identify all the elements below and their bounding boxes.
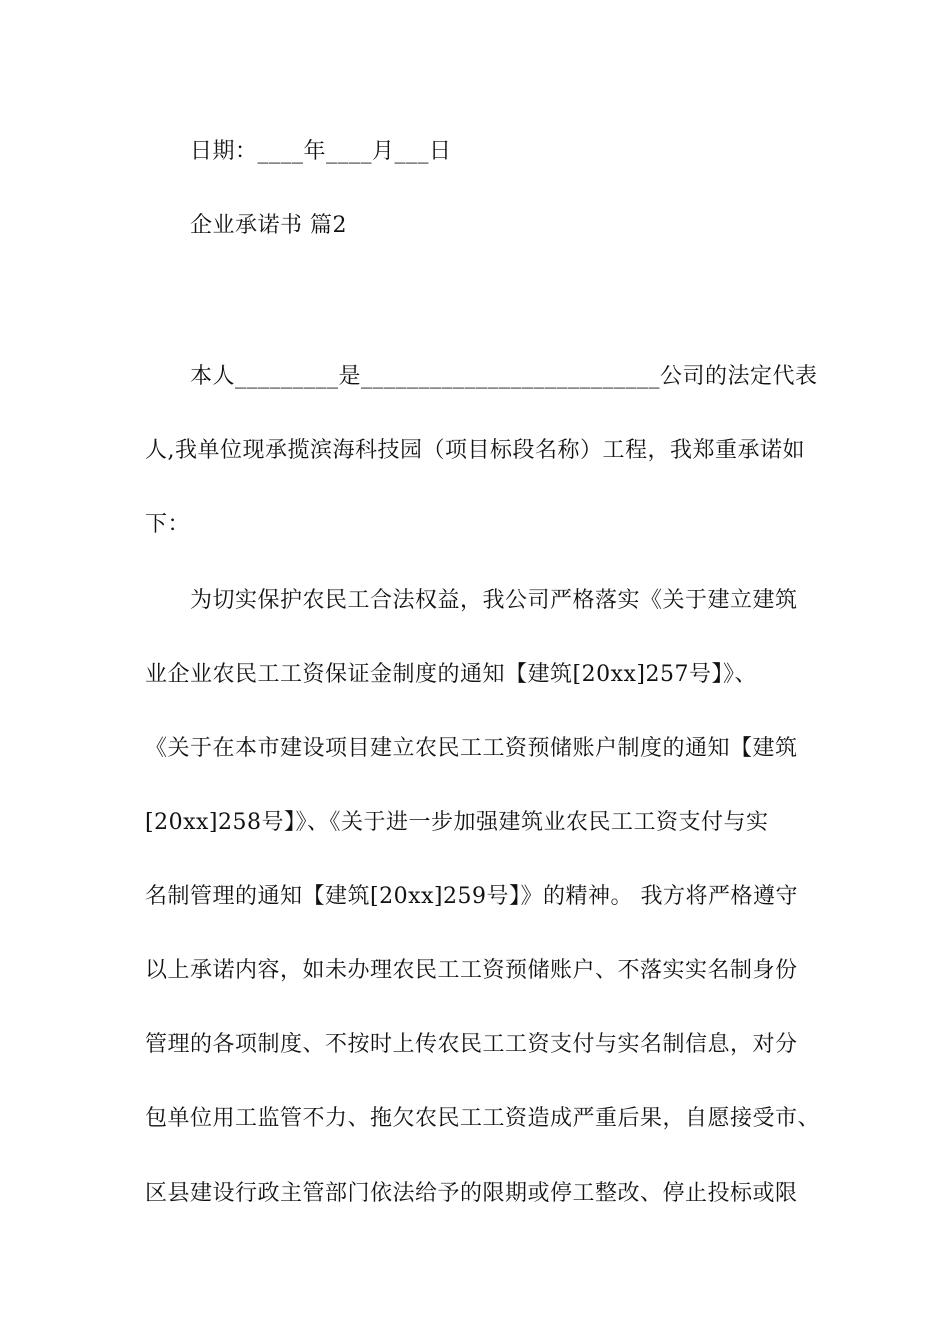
- paragraph-2-line-9: 区县建设行政主管部门依法给予的限期或停工整改、停止投标或限: [145, 1181, 798, 1206]
- paragraph-2-line-6: 以上承诺内容，如未办理农民工工资预储账户、不落实实名制身份: [145, 958, 798, 983]
- paragraph-2-line-3: 《关于在本市建设项目建立农民工工资预储账户制度的通知【建筑: [145, 736, 798, 761]
- paragraph-2-line-5: 名制管理的通知【建筑[20xx]259号】》的精神。 我方将严格遵守: [145, 884, 798, 909]
- section-heading: 企业承诺书 篇2: [190, 213, 347, 238]
- paragraph-2-line-2: 业企业农民工工资保证金制度的通知【建筑[20xx]257号】》、: [145, 662, 757, 687]
- paragraph-1-line-1: 本人_________是__________________________公司的法定代表: [190, 364, 818, 389]
- paragraph-1-line-3: 下：: [145, 512, 191, 537]
- paragraph-2-line-1: 为切实保护农民工合法权益，我公司严格落实《关于建立建筑: [190, 588, 798, 613]
- date-line: 日期：____年____月___日: [190, 139, 452, 164]
- paragraph-1-line-2: 人,我单位现承揽滨海科技园（项目标段名称）工程，我郑重承诺如: [145, 438, 805, 463]
- paragraph-2-line-4: [20xx]258号】》、《关于进一步加强建筑业农民工工资支付与实: [145, 810, 769, 835]
- paragraph-2-line-7: 管理的各项制度、不按时上传农民工工资支付与实名制信息，对分: [145, 1032, 798, 1057]
- paragraph-2-line-8: 包单位用工监管不力、拖欠农民工工资造成严重后果，自愿接受市、: [145, 1106, 821, 1131]
